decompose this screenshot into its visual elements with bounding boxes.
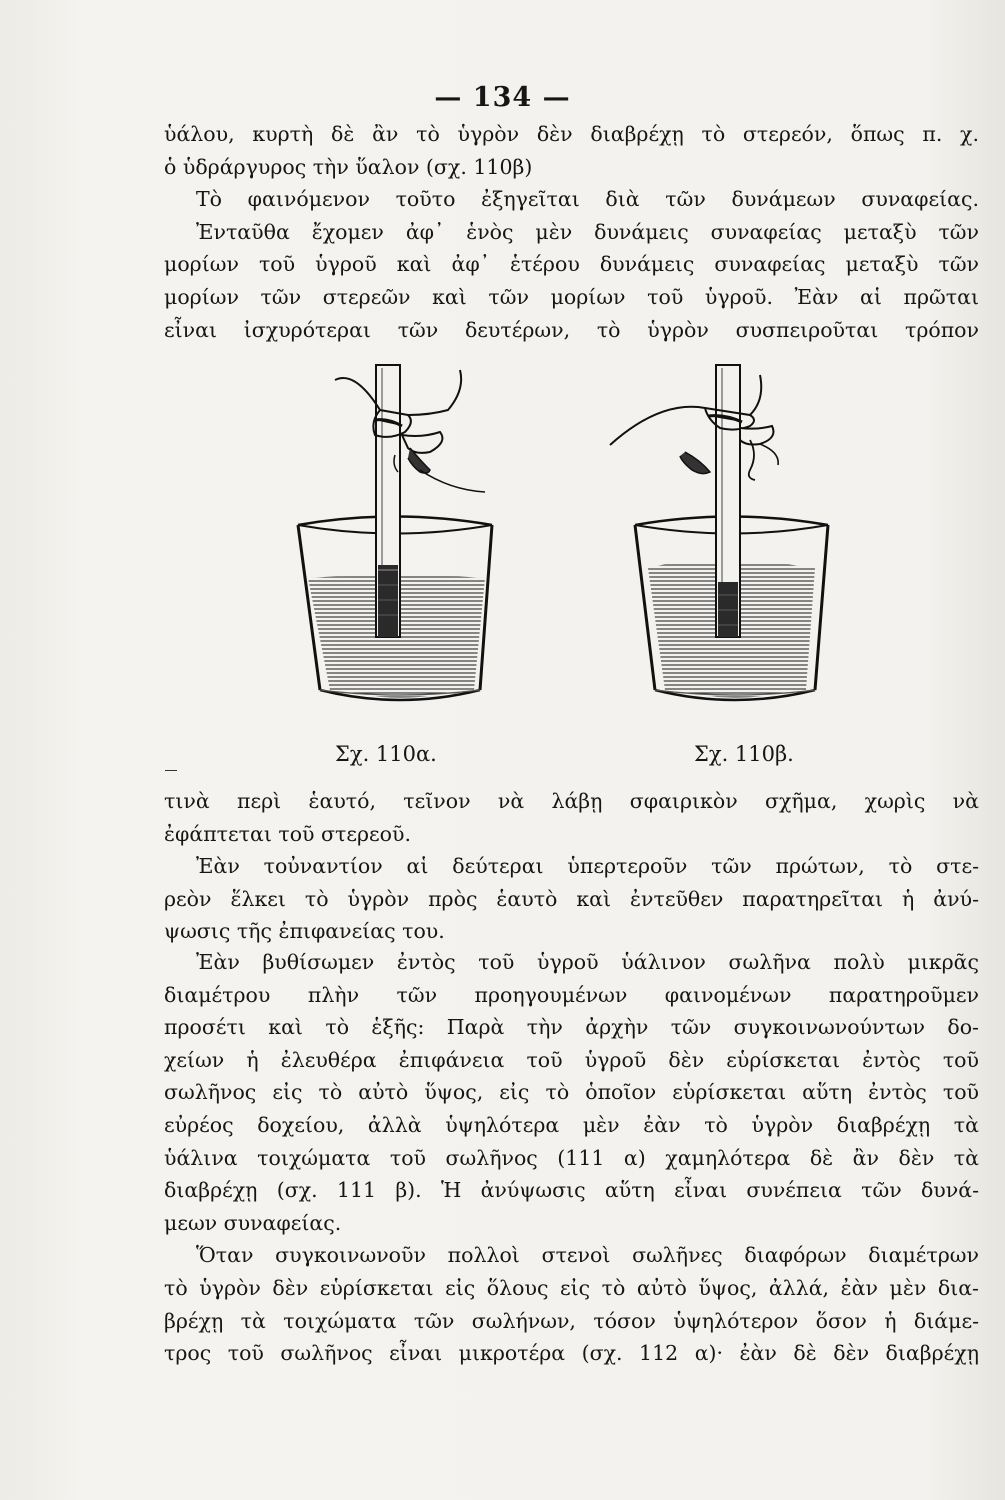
text-line: τὸ ὑγρὸν δὲν εὑρίσκεται εἰς ὅλους εἰς τὸ αὐτὸ ὕψος, ἀλλά, ἐὰν μὲν δια- [164, 1275, 979, 1300]
text-line: ἐφάπτεται τοῦ στερεοῦ. [164, 821, 411, 846]
figure-110-illustration [280, 360, 980, 780]
margin-mark [165, 770, 177, 771]
figure-110 [280, 360, 980, 780]
beaker-110a [298, 365, 492, 700]
text-line: ρεὸν ἕλκει τὸ ὑγρὸν πρὸς ἑαυτὸ καὶ ἐντεῦθεν παρατηρεῖται ἡ ἀνύ- [164, 886, 979, 911]
text-line: Ὅταν συγκοινωνοῦν πολλοὶ στενοὶ σωλῆνες διαφόρων διαμέτρων [196, 1243, 979, 1268]
paragraph-bottom [164, 946, 979, 1370]
figure-caption-110b: Σχ. 110β. [694, 742, 794, 766]
paragraph-top [164, 118, 979, 346]
text-line: ψωσις τῆς ἐπιφανείας του. [164, 919, 445, 944]
text-line: Τὸ φαινόμενον τοῦτο ἐξηγεῖται διὰ τῶν δυνάμεων συναφείας. [196, 187, 979, 212]
beaker-110b [610, 365, 828, 700]
text-line: μορίων τοῦ ὑγροῦ καὶ ἀφ᾽ ἑτέρου δυνάμεις συναφείας μεταξὺ τῶν [164, 252, 979, 277]
text-line: διαβρέχῃ (σχ. 111 β). Ἡ ἀνύψωσις αὕτη εἶναι συνέπεια τῶν δυνά- [164, 1178, 979, 1203]
text-line: ὑάλου, κυρτὴ δὲ ἂν τὸ ὑγρὸν δὲν διαβρέχῃ τὸ στερεόν, ὅπως π. χ. [164, 122, 979, 146]
text-line: μορίων τῶν στερεῶν καὶ τῶν μορίων τοῦ ὑγροῦ. Ἐὰν αἱ πρῶται [164, 284, 979, 309]
text-line: Ἐὰν τοὐναντίον αἱ δεύτεραι ὑπερτεροῦν τῶν πρώτων, τὸ στε- [196, 854, 979, 879]
text-line: χείων ἡ ἐλευθέρα ἐπιφάνεια τοῦ ὑγροῦ δὲν εὑρίσκεται ἐντὸς τοῦ [164, 1047, 979, 1072]
text-line: τινὰ περὶ ἑαυτό, τεῖνον νὰ λάβῃ σφαιρικὸν σχῆμα, χωρὶς νὰ [164, 789, 979, 813]
figure-caption-110a: Σχ. 110α. [335, 742, 437, 766]
text-line: διαμέτρου πλὴν τῶν προηγουμένων φαινομένων παρατηροῦμεν [164, 982, 979, 1007]
text-line: ὁ ὑδράργυρος τὴν ὕαλον (σχ. 110β) [164, 154, 533, 179]
page-number: — 134 — [434, 82, 571, 113]
text-line: εἶναι ἰσχυρότεραι τῶν δευτέρων, τὸ ὑγρὸν συσπειροῦται τρόπον [164, 317, 979, 342]
text-line: Ἐνταῦθα ἔχομεν ἀφ᾽ ἑνὸς μὲν δυνάμεις συναφείας μεταξὺ τῶν [196, 219, 979, 244]
text-line: τρος τοῦ σωλῆνος εἶναι μικροτέρα (σχ. 112 α)· ἐὰν δὲ δὲν διαβρέχῃ [164, 1341, 979, 1366]
text-line: σωλῆνος εἰς τὸ αὐτὸ ὕψος, εἰς τὸ ὁποῖον εὑρίσκεται αὕτη ἐντὸς τοῦ [164, 1080, 979, 1105]
text-line: μεων συναφείας. [164, 1210, 342, 1235]
text-line: Ἐὰν βυθίσωμεν ἐντὸς τοῦ ὑγροῦ ὑάλινον σωλῆνα πολὺ μικρᾶς [196, 950, 979, 974]
text-line: ὑάλινα τοιχώματα τοῦ σωλῆνος (111 α) χαμηλότερα δὲ ἂν δὲν τὰ [164, 1145, 979, 1170]
text-line: βρέχῃ τὰ τοιχώματα τῶν σωλήνων, τόσον ὑψηλότερον ὅσον ἡ διάμε- [164, 1308, 979, 1333]
paragraph-middle [164, 785, 979, 948]
text-line: εὐρέος δοχείου, ἀλλὰ ὑψηλότερα μὲν ἐὰν τὸ ὑγρὸν διαβρέχῃ τὰ [164, 1112, 979, 1137]
text-line: προσέτι καὶ τὸ ἑξῆς: Παρὰ τὴν ἀρχὴν τῶν συγκοινωνούντων δο- [164, 1015, 979, 1040]
